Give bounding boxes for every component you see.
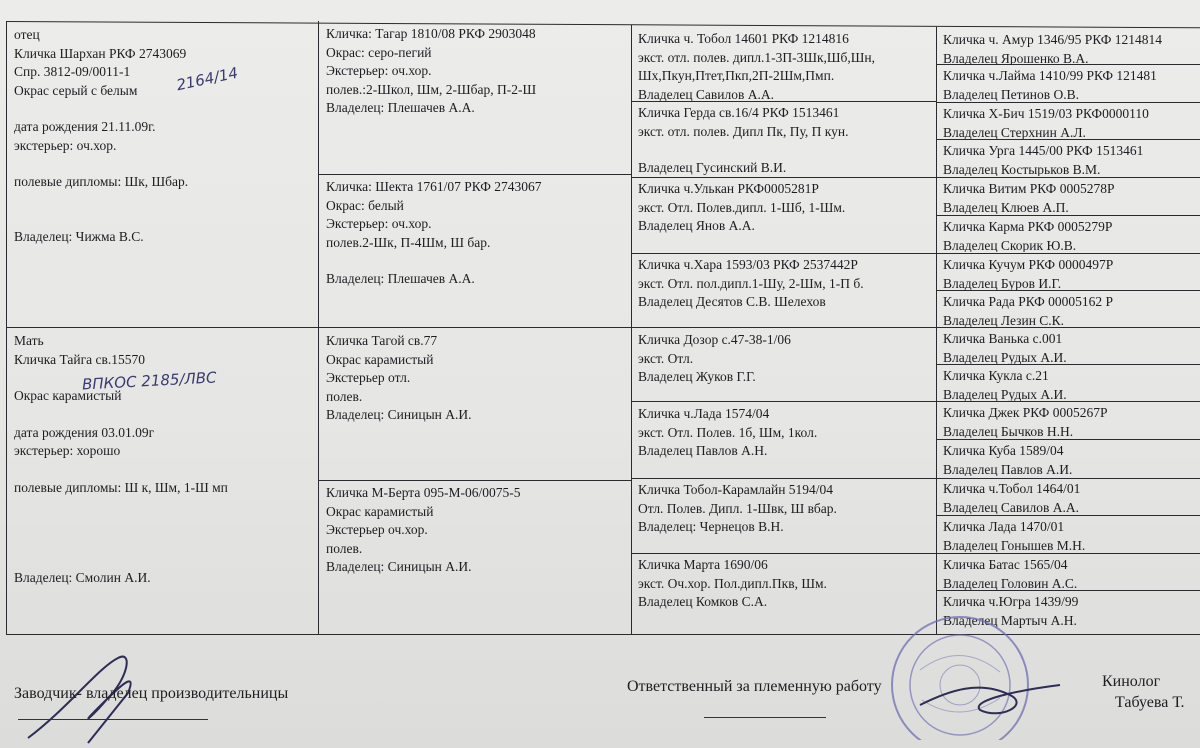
father-color: Окрас серый с белым [14,82,138,98]
gen4-line: Владелец Рудых А.И. [943,349,1067,364]
gen3-divider-4 [631,401,937,402]
gen4-divider [936,515,1200,516]
gen4-line: Владелец Буров И.Г. [943,275,1062,290]
gen2-line: Экстерьер оч.хор. [326,522,428,537]
gen3-line: Кличка Тобол-Карамлайн 5194/04 [638,482,834,497]
gen4-line: Владелец Головин А.С. [943,575,1078,590]
gen4-cell-0 [943,31,1200,65]
gen3-divider-5 [631,478,937,479]
gen4-line: Кличка ч.Тобол 1464/01 [943,481,1081,496]
gen2-line: полев. [326,388,363,404]
gen4-line: Кличка Батас 1565/04 [943,557,1068,572]
gen2-divider-1 [318,174,632,175]
spacer [14,406,314,424]
gen3-line: Владелец Савилов А.А. [638,86,775,101]
gen4-line: Владелец Костырьков В.М. [943,161,1101,176]
gen4-cell-1 [943,67,1200,101]
gen4-line: Кличка Лада 1470/01 [943,519,1065,534]
father-birth: дата рождения 21.11.09г. [14,119,156,134]
gen4-divider [936,364,1200,365]
father-owner: Владелец: Чижма В.С. [14,228,144,244]
father-handwritten-note: 2164/14 [174,63,240,95]
gen4-line: Кличка Карма РКФ 0005279Р [943,219,1113,234]
gen2-line: Кличка М-Берта 095-М-06/0075-5 [326,485,521,500]
gen4-divider [936,439,1200,440]
gen4-cell-14 [943,556,1200,590]
mother-name: Кличка Тайга св.15570 [14,351,145,367]
responsible-signature [910,670,1070,730]
gen3-cell-2 [638,180,934,252]
gen4-line: Кличка Рада РКФ 00005162 Р [943,294,1114,309]
gen3-divider-3 [631,253,937,254]
cynologist-name: Табуева Т. [1115,694,1185,711]
gen2-line: полев.2-Шк, П-4Шм, Ш бар. [326,234,491,250]
gen4-divider [936,553,1200,554]
gen3-line: экст. отл. полев. дипл.1-3П-3Шк,Шб,Шн, [638,49,875,65]
spacer [14,515,314,533]
gen2-line: Кличка Тагой св.77 [326,333,438,348]
gen3-cell-1 [638,104,934,176]
gen4-line: Кличка Куба 1589/04 [943,443,1064,458]
gen4-line: Владелец Павлов А.И. [943,461,1073,476]
gen4-line: Кличка Ванька с.001 [943,331,1063,346]
gen2-line: полев. [326,540,363,556]
gen3-line: Владелец Жуков Г.Г. [638,369,756,384]
gen2-line: Кличка: Тагар 1810/08 РКФ 2903048 [326,26,536,41]
gen4-line: Владелец Ярошенко В.А. [943,50,1089,65]
gen3-line: Кличка ч.Лада 1574/04 [638,406,770,421]
spacer [326,252,628,270]
father-exterior: экстерьер: оч.хор. [14,137,117,153]
gen3-cell-5 [638,405,934,477]
gen4-line: Владелец Стерхнин А.Л. [943,124,1086,139]
father-diplomas: полевые дипломы: Шк, Шбар. [14,174,189,189]
gen4-line: Кличка Х-Бич 1519/03 РКФ0000110 [943,106,1149,121]
gen2-line: Владелец: Плешачев А.А. [326,271,475,286]
father-reg: Спр. 3812-09/0011-1 [14,64,131,79]
spacer [14,192,314,210]
mother-header: Мать [14,333,44,348]
gen3-divider-1 [631,101,937,102]
gen4-line: Кличка Джек РКФ 0005267Р [943,405,1108,420]
gen3-line: Владелец: Чернецов В.Н. [638,519,784,534]
gen4-line: Владелец Савилов А.А. [943,499,1080,514]
breeder-label: Заводчик- владелец производительницы [14,685,289,702]
gen3-line: экст. Отл. пол.дипл.1-Шу, 2-Шм, 1-П б. [638,275,864,291]
gen2-line: Кличка: Шекта 1761/07 РКФ 2743067 [326,179,542,194]
gen2-line: Окрас карамистый [326,503,434,519]
gen3-line: Владелец Десятов С.В. Шелехов [638,294,826,309]
col-divider-2 [631,25,632,635]
breeder-signature-line [18,719,208,720]
gen2-line: Владелец: Синицын А.И. [326,559,472,574]
gen3-cell-6 [638,481,934,553]
father-name: Кличка Шархан РКФ 2743069 [14,45,187,61]
gen3-line: экст. Отл. Полев.дипл. 1-Шб, 1-Шм. [638,199,846,215]
father-cell [14,26,314,322]
gen3-line: Кличка Герда св.16/4 РКФ 1513461 [638,105,840,120]
spacer [14,551,314,569]
gen4-line: Владелец Мартыч А.Н. [943,612,1077,628]
gen2-line: Владелец: Плешачев А.А. [326,100,475,115]
gen4-cell-7 [943,293,1200,327]
gen2-line: полев.:2-Школ, Шм, 2-Шбар, П-2-Ш [326,81,537,97]
gen3-line: Владелец Янов А.А. [638,218,755,233]
mother-exterior: экстерьер: хорошо [14,443,121,458]
gen4-cell-8 [943,330,1200,364]
gen3-line: Кличка ч.Хара 1593/03 РКФ 2537442Р [638,257,858,272]
gen4-line: Владелец Гонышев М.Н. [943,537,1086,552]
gen4-divider [936,401,1200,402]
gen4-divider [936,590,1200,591]
gen4-line: Кличка Витим РКФ 0005278Р [943,181,1115,196]
gen4-cell-13 [943,518,1200,552]
gen3-line: экст. Оч.хор. Пол.дипл.Пкв, Шм. [638,575,827,591]
gen2-divider-2 [318,480,632,481]
table-left-border [6,21,7,635]
gen4-line: Кличка Кучум РКФ 0000497Р [943,257,1114,272]
spacer [14,533,314,551]
gen2-cell-3 [326,484,628,632]
cynologist-label: Кинолог [1102,673,1161,690]
gen4-line: Владелец Петинов О.В. [943,86,1080,101]
gen3-line: Владелец Павлов А.Н. [638,443,768,458]
gen4-line: Кличка ч.Югра 1439/99 [943,594,1079,609]
mother-handwritten-note: ВПКОС 2185/ЛВС [81,368,217,394]
gen2-cell-0 [326,25,628,173]
gen4-cell-12 [943,480,1200,514]
gen3-cell-3 [638,256,934,326]
gen4-cell-10 [943,404,1200,438]
gen4-cell-3 [943,142,1200,176]
gen3-cell-4 [638,331,934,401]
gen2-line: Экстерьер: оч.хор. [326,216,432,231]
spacer [14,210,314,228]
mother-color: Окрас карамистый [14,388,122,403]
gen4-line: Кличка ч.Лайма 1410/99 РКФ 121481 [943,68,1157,83]
gen2-line: Окрас карамистый [326,351,434,367]
gen4-line: Владелец Клюев А.П. [943,199,1069,214]
spacer [14,497,314,515]
gen3-line: Владелец Комков С.А. [638,594,768,609]
gen3-line: Кличка ч. Тобол 14601 РКФ 1214816 [638,31,849,46]
father-header: отец [14,27,40,42]
gen4-line: Кличка Кукла с.21 [943,368,1049,383]
gen3-line: Кличка Марта 1690/06 [638,557,768,572]
gen4-cell-4 [943,180,1200,214]
col-divider-1 [318,21,319,635]
gen2-cell-2 [326,332,628,478]
gen3-divider-6 [631,553,937,554]
gen2-cell-1 [326,178,628,326]
gen3-divider-2 [631,177,937,178]
gen4-divider [936,139,1200,140]
gen4-cell-11 [943,442,1200,476]
gen4-line: Владелец Скорик Ю.В. [943,237,1077,252]
gen4-divider [936,215,1200,216]
gen3-line: экст. Отл. [638,350,694,366]
gen4-divider [936,478,1200,479]
gen2-line: Окрас: серо-пегий [326,44,432,60]
spacer [14,100,314,118]
gen4-cell-6 [943,256,1200,290]
gen3-line: Владелец Гусинский В.И. [638,160,787,175]
gen2-line: Окрас: белый [326,197,404,213]
gen4-line: Владелец Бычков Н.Н. [943,423,1074,438]
gen2-line: Владелец: Синицын А.И. [326,407,472,422]
col-divider-3 [936,27,937,635]
spacer [14,155,314,173]
gen4-cell-5 [943,218,1200,252]
gen4-divider [936,253,1200,254]
gen4-line: Кличка Урга 1445/00 РКФ 1513461 [943,143,1144,158]
gen4-divider [936,290,1200,291]
gen4-divider [936,102,1200,103]
mother-birth: дата рождения 03.01.09г [14,424,155,440]
mother-diplomas: полевые дипломы: Ш к, Шм, 1-Ш мп [14,479,228,495]
gen3-line: Кличка ч.Улькан РКФ0005281Р [638,181,819,196]
spacer [14,461,314,479]
gen3-line: Шх,Пкун,Птет,Пкп,2П-2Шм,Пмп. [638,68,835,83]
gen2-line: Экстерьер: оч.хор. [326,63,432,78]
gen4-cell-9 [943,367,1200,401]
gen2-line: Экстерьер отл. [326,370,411,385]
gen4-line: Владелец Лезин С.К. [943,312,1065,327]
gen3-line: экст. отл. полев. Дипл Пк, Пу, П кун. [638,123,849,139]
responsible-signature-line [704,717,826,718]
gen4-line: Кличка ч. Амур 1346/95 РКФ 1214814 [943,32,1163,47]
gen3-line: Кличка Дозор с.47-38-1/06 [638,332,791,347]
gen4-divider [936,177,1200,178]
gen3-cell-0 [638,30,934,101]
mother-owner: Владелец: Смолин А.И. [14,570,151,585]
gen3-line: Отл. Полев. Дипл. 1-Швк, Ш вбар. [638,500,837,516]
gen3-line: экст. Отл. Полев. 1б, Шм, 1кол. [638,424,818,440]
gen4-cell-2 [943,105,1200,139]
table-mid-border [6,327,1200,328]
responsible-label: Ответственный за племенную работу [627,678,882,695]
gen4-line: Владелец Рудых А.И. [943,386,1067,401]
